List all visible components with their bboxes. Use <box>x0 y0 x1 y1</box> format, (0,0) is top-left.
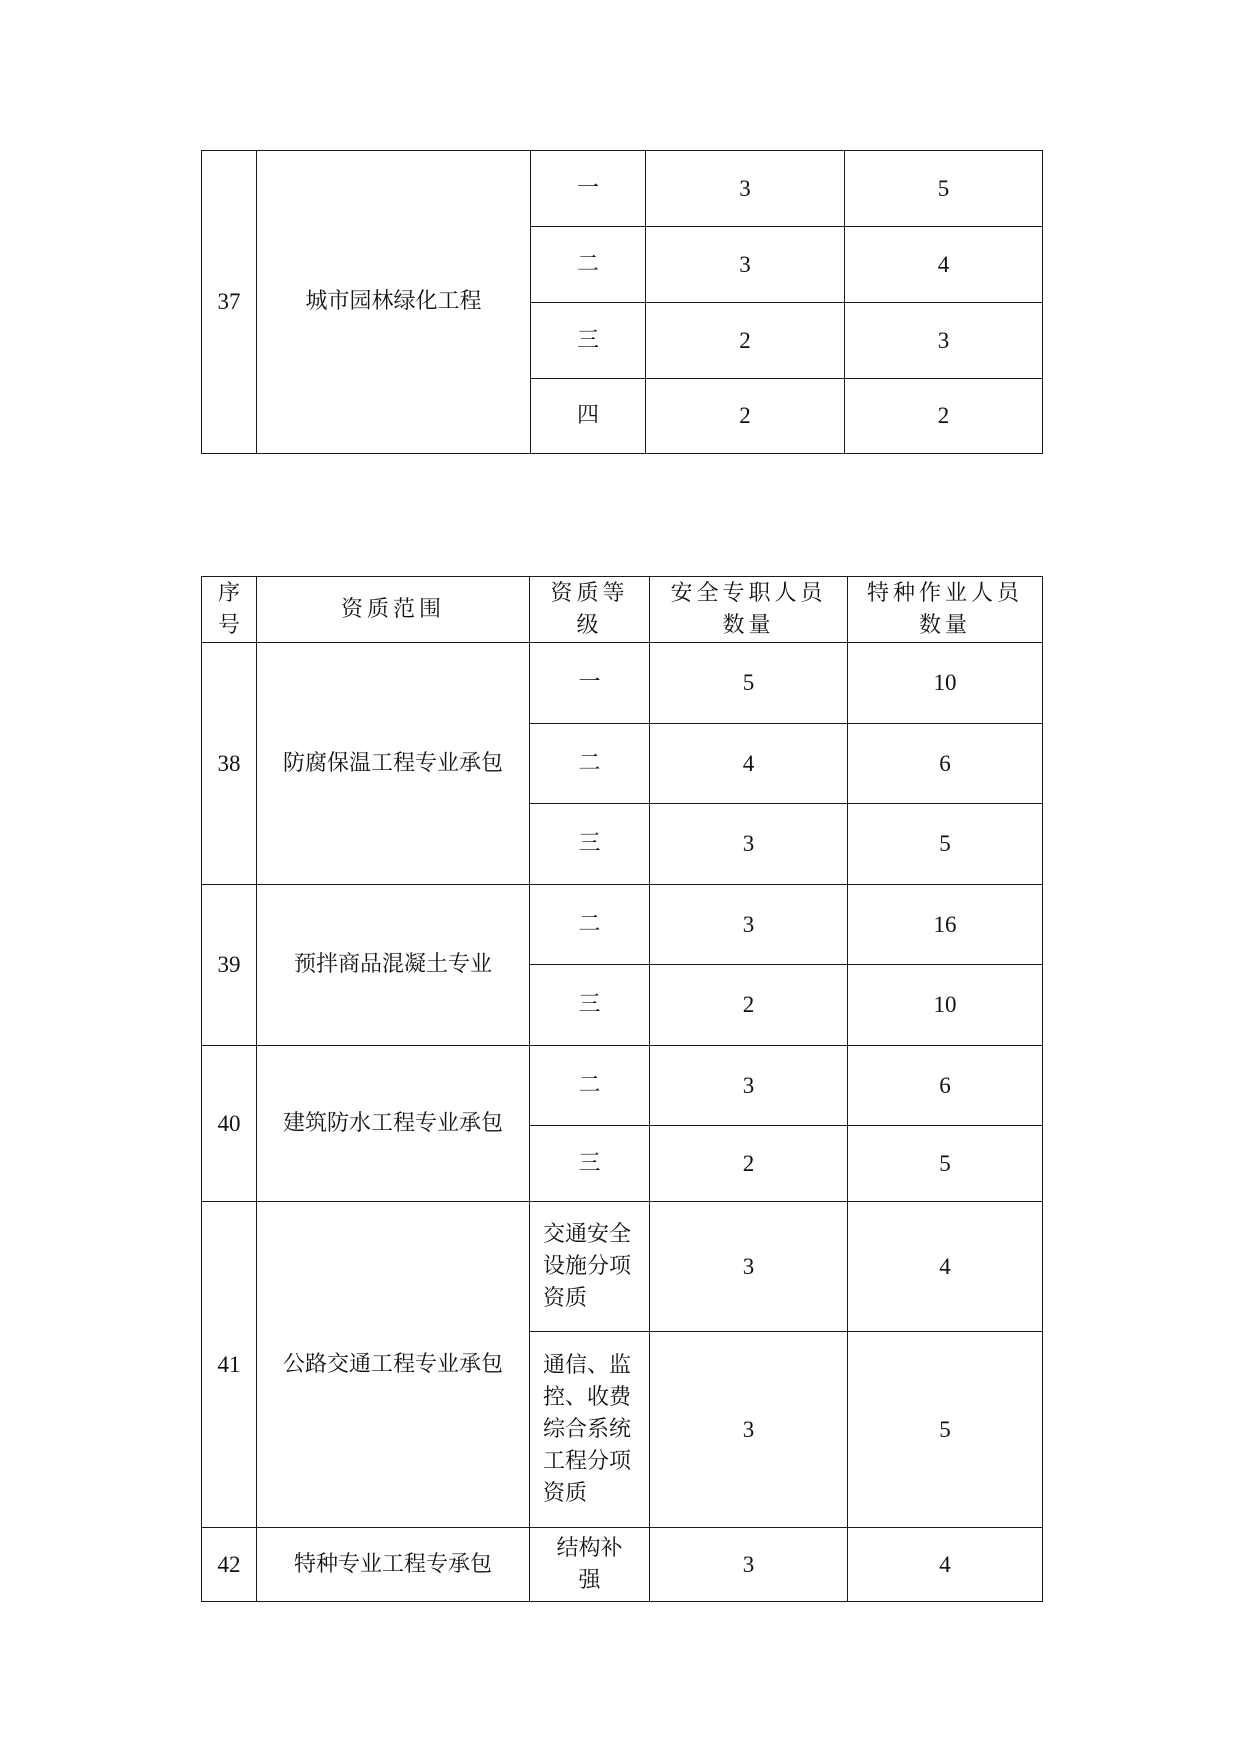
table-row <box>202 151 1043 227</box>
qualification-grade-cell: 结构补强 <box>530 1528 650 1602</box>
safety-staff-count-cell: 3 <box>650 1528 848 1602</box>
serial-number-cell: 39 <box>202 885 257 1046</box>
qualification-grade-cell: 通信、监控、收费综合系统工程分项资质 <box>530 1332 650 1528</box>
qualification-grade-cell: 三 <box>530 965 650 1046</box>
special-worker-count-cell: 4 <box>848 1528 1043 1602</box>
safety-staff-count-cell: 3 <box>650 1332 848 1528</box>
safety-staff-count-cell: 3 <box>650 1202 848 1332</box>
qualification-grade-cell: 三 <box>531 303 646 379</box>
table-header-row <box>202 577 1043 643</box>
safety-staff-count-cell: 2 <box>646 379 845 454</box>
qualification-grade-cell: 一 <box>531 151 646 227</box>
safety-staff-count-cell: 2 <box>650 965 848 1046</box>
qualification-scope-cell: 防腐保温工程专业承包 <box>257 643 530 885</box>
qualification-grade-cell: 二 <box>530 724 650 804</box>
table-row <box>202 1046 1043 1126</box>
special-worker-count-cell: 6 <box>848 1046 1043 1126</box>
serial-number-cell: 40 <box>202 1046 257 1202</box>
qualification-scope-cell: 公路交通工程专业承包 <box>257 1202 530 1528</box>
header-special-worker-count: 特种作业人员数量 <box>848 577 1043 643</box>
qualification-table-continued <box>201 150 1043 454</box>
qualification-grade-cell: 四 <box>531 379 646 454</box>
qualification-scope-cell: 预拌商品混凝土专业 <box>257 885 530 1046</box>
safety-staff-count-cell: 3 <box>650 885 848 965</box>
table-row <box>202 643 1043 724</box>
special-worker-count-cell: 3 <box>845 303 1043 379</box>
safety-staff-count-cell: 4 <box>650 724 848 804</box>
qualification-grade-cell: 二 <box>530 1046 650 1126</box>
header-serial-number: 序号 <box>202 577 257 643</box>
special-worker-count-cell: 6 <box>848 724 1043 804</box>
header-qualification-grade: 资质等级 <box>530 577 650 643</box>
special-worker-count-cell: 5 <box>848 1332 1043 1528</box>
special-worker-count-cell: 4 <box>848 1202 1043 1332</box>
serial-number-cell: 42 <box>202 1528 257 1602</box>
table-row <box>202 1528 1043 1602</box>
qualification-grade-cell: 二 <box>531 227 646 303</box>
safety-staff-count-cell: 5 <box>650 643 848 724</box>
safety-staff-count-cell: 2 <box>646 303 845 379</box>
special-worker-count-cell: 5 <box>845 151 1043 227</box>
qualification-grade-cell: 交通安全设施分项资质 <box>530 1202 650 1332</box>
header-safety-staff-count: 安全专职人员数量 <box>650 577 848 643</box>
safety-staff-count-cell: 3 <box>650 1046 848 1126</box>
serial-number-cell: 41 <box>202 1202 257 1528</box>
special-worker-count-cell: 5 <box>848 804 1043 885</box>
special-worker-count-cell: 4 <box>845 227 1043 303</box>
special-worker-count-cell: 2 <box>845 379 1043 454</box>
qualification-grade-cell: 三 <box>530 804 650 885</box>
safety-staff-count-cell: 2 <box>650 1126 848 1202</box>
special-worker-count-cell: 10 <box>848 643 1043 724</box>
safety-staff-count-cell: 3 <box>650 804 848 885</box>
qualification-scope-cell: 城市园林绿化工程 <box>257 151 531 454</box>
qualification-scope-cell: 建筑防水工程专业承包 <box>257 1046 530 1202</box>
qualification-table <box>201 576 1043 1602</box>
header-qualification-scope: 资质范围 <box>257 577 530 643</box>
serial-number-cell: 38 <box>202 643 257 885</box>
safety-staff-count-cell: 3 <box>646 227 845 303</box>
table-row <box>202 1202 1043 1332</box>
special-worker-count-cell: 5 <box>848 1126 1043 1202</box>
qualification-scope-cell: 特种专业工程专承包 <box>257 1528 530 1602</box>
qualification-grade-cell: 一 <box>530 643 650 724</box>
table-row <box>202 885 1043 965</box>
special-worker-count-cell: 16 <box>848 885 1043 965</box>
qualification-grade-cell: 二 <box>530 885 650 965</box>
qualification-grade-cell: 三 <box>530 1126 650 1202</box>
special-worker-count-cell: 10 <box>848 965 1043 1046</box>
serial-number-cell: 37 <box>202 151 257 454</box>
safety-staff-count-cell: 3 <box>646 151 845 227</box>
